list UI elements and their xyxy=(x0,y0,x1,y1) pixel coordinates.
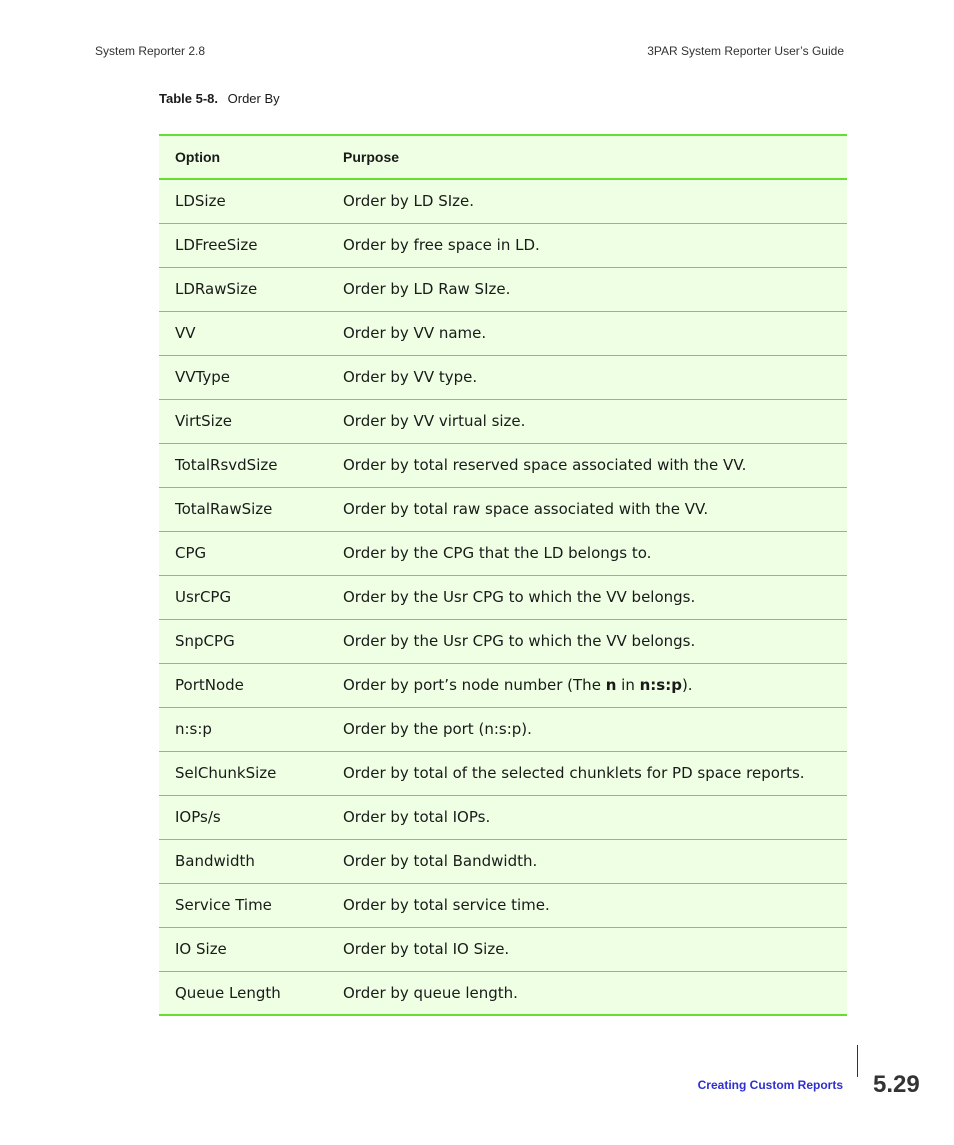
footer-divider xyxy=(857,1045,858,1077)
table-caption xyxy=(159,91,280,106)
purpose-cell: Order by the CPG that the LD belongs to. xyxy=(343,544,652,562)
purpose-text: in xyxy=(616,676,640,694)
option-cell: VirtSize xyxy=(175,412,232,430)
table-row xyxy=(159,663,847,707)
purpose-cell: Order by the port (n:s:p). xyxy=(343,720,532,738)
option-cell: VVType xyxy=(175,368,230,386)
table-row xyxy=(159,839,847,883)
purpose-cell: Order by LD SIze. xyxy=(343,192,475,211)
purpose-cell: Order by free space in LD. xyxy=(343,236,540,254)
option-cell: SelChunkSize xyxy=(175,764,277,782)
table-row xyxy=(159,355,847,399)
table-row xyxy=(159,179,847,223)
table-row xyxy=(159,311,847,355)
table-row xyxy=(159,927,847,971)
order-by-table xyxy=(159,134,847,1016)
column-header-option: Option xyxy=(175,149,221,165)
option-cell: LDRawSize xyxy=(175,280,258,298)
purpose-text: Order by port’s node number (The xyxy=(343,676,606,694)
purpose-cell: Order by total reserved space associated with the VV. xyxy=(343,456,747,474)
column-header-purpose: Purpose xyxy=(343,149,400,165)
section-link[interactable]: Creating Custom Reports xyxy=(697,1078,843,1092)
option-cell: VV xyxy=(175,324,196,342)
table-row xyxy=(159,531,847,575)
table-row xyxy=(159,443,847,487)
option-cell: LDSize xyxy=(175,192,226,211)
option-cell: Bandwidth xyxy=(175,852,255,870)
purpose-cell: Order by total IOPs. xyxy=(343,808,491,826)
option-cell: Service Time xyxy=(175,896,272,914)
option-cell: Queue Length xyxy=(175,983,281,1002)
option-cell: n:s:p xyxy=(175,720,212,738)
table-row xyxy=(159,267,847,311)
table-row xyxy=(159,883,847,927)
purpose-cell: Order by LD Raw SIze. xyxy=(343,280,511,298)
option-cell: CPG xyxy=(175,544,207,562)
table-header-row xyxy=(159,135,847,179)
purpose-cell: Order by VV virtual size. xyxy=(343,412,526,430)
option-cell: UsrCPG xyxy=(175,588,232,606)
running-header-right: 3PAR System Reporter User’s Guide xyxy=(647,44,844,58)
running-header-left: System Reporter 2.8 xyxy=(95,44,206,58)
table-row xyxy=(159,795,847,839)
purpose-cell: Order by queue length. xyxy=(343,983,518,1002)
table-caption-label: Table 5-8. xyxy=(159,91,219,106)
purpose-cell: Order by total of the selected chunklets for PD space reports. xyxy=(343,764,805,782)
purpose-bold-nsp: n:s:p xyxy=(639,676,682,694)
table-row xyxy=(159,487,847,531)
purpose-cell xyxy=(327,663,847,707)
purpose-bold-node: n xyxy=(605,676,617,694)
option-cell: TotalRawSize xyxy=(175,500,273,518)
option-cell: LDFreeSize xyxy=(175,236,258,254)
purpose-cell: Order by VV name. xyxy=(343,324,487,342)
table-row xyxy=(159,399,847,443)
table-row xyxy=(159,575,847,619)
purpose-cell: Order by the Usr CPG to which the VV belongs. xyxy=(343,588,696,606)
purpose-cell: Order by total service time. xyxy=(343,896,550,914)
purpose-text: ). xyxy=(681,676,693,694)
purpose-cell: Order by total Bandwidth. xyxy=(343,852,538,870)
purpose-cell: Order by total IO Size. xyxy=(343,940,510,958)
table-row xyxy=(159,707,847,751)
option-cell: IO Size xyxy=(175,940,227,958)
option-cell: IOPs/s xyxy=(175,808,221,826)
page-number: 5.29 xyxy=(873,1071,920,1098)
table-row xyxy=(159,619,847,663)
option-cell: TotalRsvdSize xyxy=(175,456,278,474)
table-row xyxy=(159,223,847,267)
table-row xyxy=(159,751,847,795)
purpose-cell: Order by VV type. xyxy=(343,368,478,386)
option-cell: SnpCPG xyxy=(175,632,235,650)
purpose-cell: Order by total raw space associated with the VV. xyxy=(343,500,709,518)
table-row xyxy=(159,971,847,1015)
purpose-cell: Order by the Usr CPG to which the VV belongs. xyxy=(343,632,696,650)
table-caption-title: Order By xyxy=(227,91,280,106)
option-cell: PortNode xyxy=(175,676,244,694)
